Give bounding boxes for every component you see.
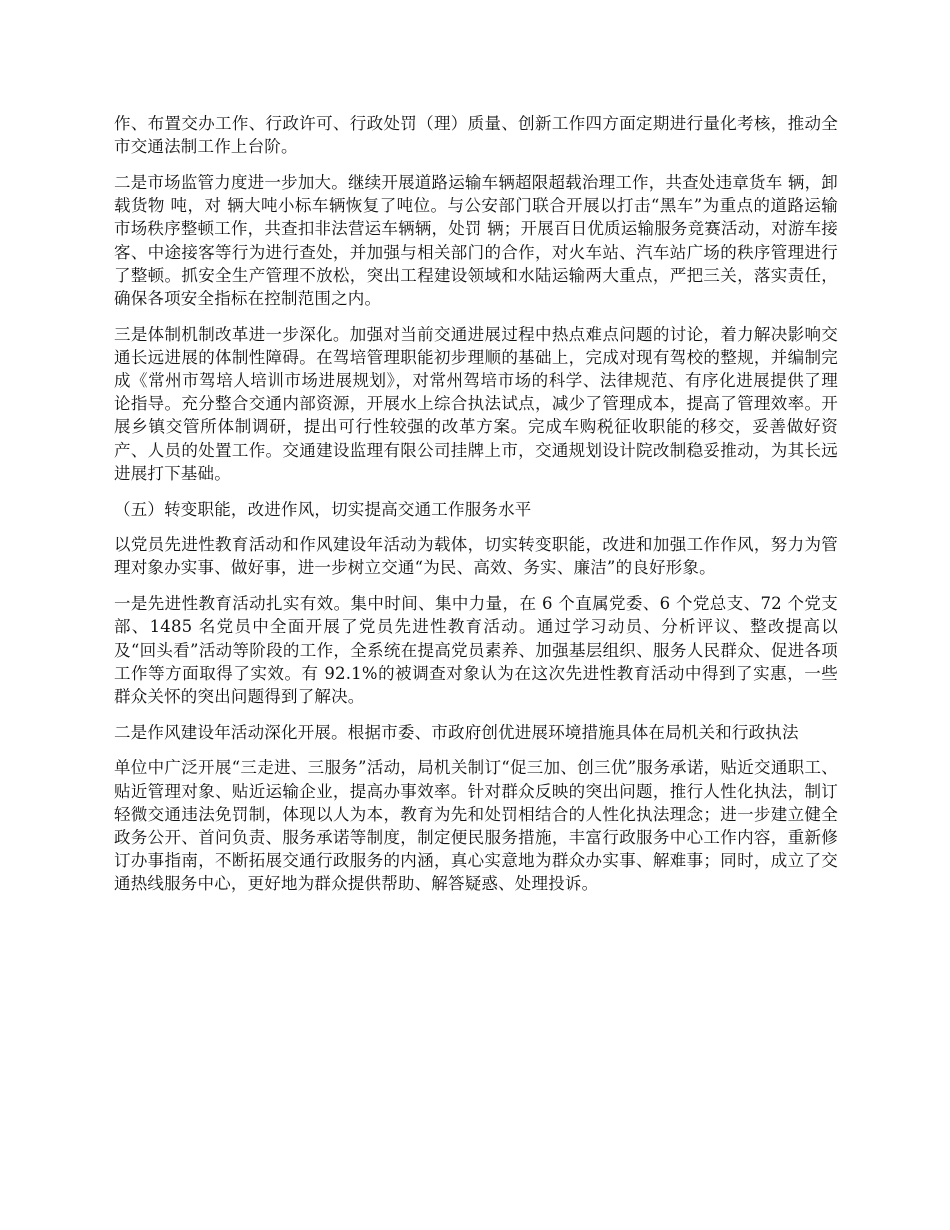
- paragraph-market-supervision: 二是市场监管力度进一步加大。继续开展道路运输车辆超限超载治理工作，共查处违章货车 辆，卸载货物 吨，对 辆大吨小标车辆恢复了吨位。与公安部门联合开展以打击“黑车”为重点的道路运输市场秩序整顿工作，共查扣非法营运车辆辆，处罚 辆；开展百日优质运输服务竞赛活动，对游车接客、中途接客等行为进行查处，并加强与相关部门的合作，对火车站、汽车站广场的秩序管理进行了整顿。抓安全生产管理不放松，突出工程建设领域和水陆运输两大重点，严把三关，落实责任，确保各项安全指标在控制范围之内。: [114, 172, 838, 308]
- paragraph-continuation: 作、布置交办工作、行政许可、行政处罚（理）质量、创新工作四方面定期进行量化考核，推动全市交通法制工作上台阶。: [114, 114, 838, 157]
- paragraph-institutional-reform: 三是体制机制改革进一步深化。加强对当前交通进展过程中热点难点问题的讨论，着力解决影响交通长远进展的体制性障碍。在驾培管理职能初步理顺的基础上，完成对现有驾校的整规，并编制完成《常州市驾培人培训市场进展规划》，对常州驾培市场的科学、法律规范、有序化进展提供了理论指导。充分整合交通内部资源，开展水上综合执法试点，减少了管理成本，提高了管理效率。开展乡镇交管所体制调研，提出可行性较强的改革方案。完成车购税征收职能的移交，妥善做好资产、人员的处置工作。交通建设监理有限公司挂牌上市，交通规划设计院改制稳妥推动，为其长远进展打下基础。: [114, 324, 838, 483]
- document-page: [114, 112, 838, 908]
- paragraph-style-building: 二是作风建设年活动深化开展。根据市委、市政府创优进展环境措施具体在局机关和行政执法: [114, 722, 799, 742]
- section-heading-five: （五）转变职能，改进作风，切实提高交通工作服务水平: [114, 499, 532, 519]
- paragraph-education-activity: 一是先进性教育活动扎实有效。集中时间、集中力量，在 6 个直属党委、6 个党总支、72 个党支部、1485 名党员中全面开展了党员先进性教育活动。通过学习动员、分析评议、整改提高以及“回头看”活动等阶段的工作，全系统在提高党员素养、加强基层组织、服务人民群众、促进各项工作等方面取得了实效。有 92.1%的被调查对象认为在这次先进性教育活动中得到了实惠，一些群众关怀的突出问题得到了解决。: [114, 594, 838, 706]
- paragraph-service-activities: 单位中广泛开展“三走进、三服务”活动，局机关制订“促三加、创三优”服务承诺，贴近交通职工、贴近管理对象、贴近运输企业，提高办事效率。针对群众反映的突出问题，推行人性化执法，制订轻微交通违法免罚制，体现以人为本，教育为先和处罚相结合的人性化执法理念；进一步建立健全政务公开、首问负责、服务承诺等制度，制定便民服务措施，丰富行政服务中心工作内容，重新修订办事指南，不断拓展交通行政服务的内涵，真心实意地为群众办实事、解难事；同时，成立了交通热线服务中心，更好地为群众提供帮助、解答疑惑、处理投诉。: [114, 758, 838, 894]
- paragraph-intro-style: 以党员先进性教育活动和作风建设年活动为载体，切实转变职能，改进和加强工作作风，努力为管理对象办实事、做好事，进一步树立交通“为民、高效、务实、廉洁”的良好形象。: [114, 535, 838, 578]
